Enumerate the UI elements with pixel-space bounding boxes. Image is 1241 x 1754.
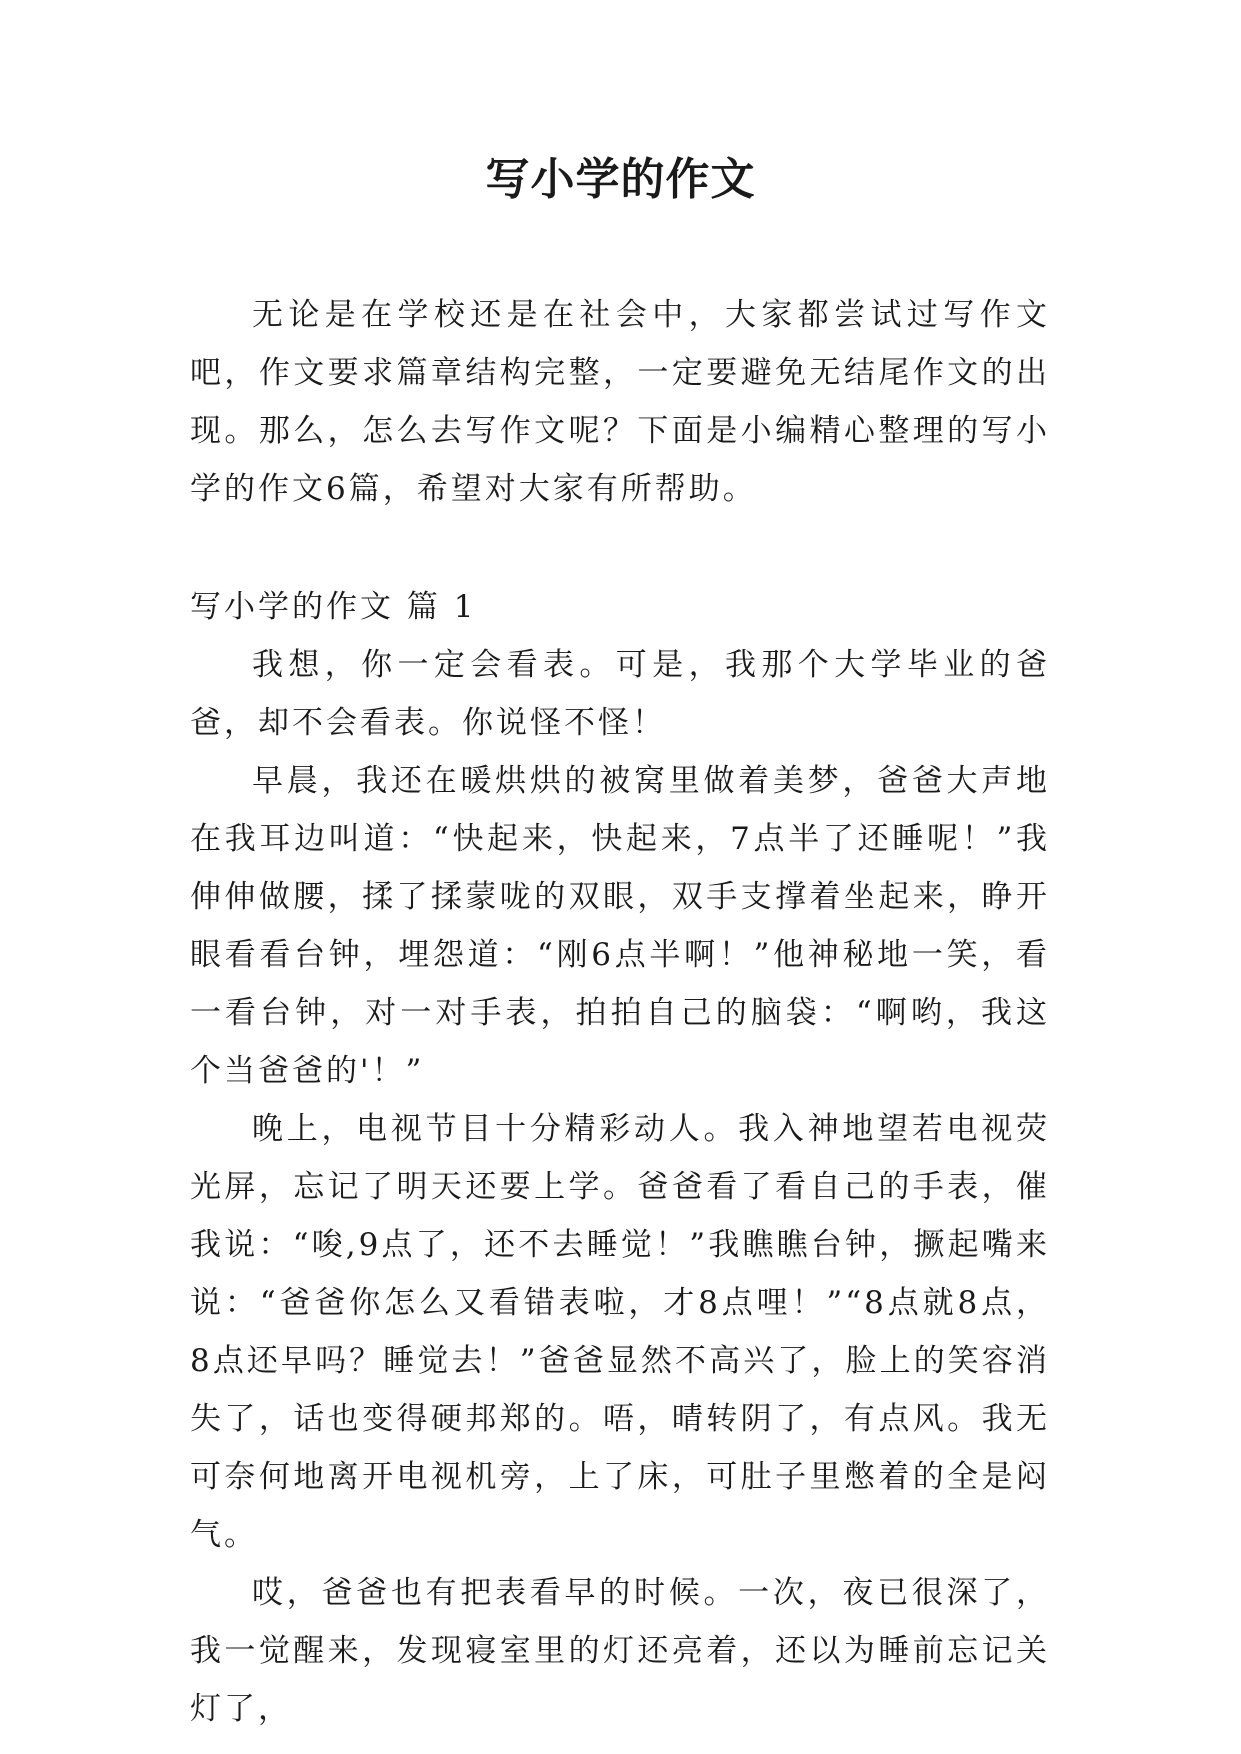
- intro-paragraph: 无论是在学校还是在社会中，大家都尝试过写作文吧，作文要求篇章结构完整，一定要避免无结尾作文的出现。那么，怎么去写作文呢？下面是小编精心整理的写小学的作文6篇，希望对大家有所帮助。: [190, 297, 1050, 507]
- body-paragraph: 早晨，我还在暖烘烘的被窝里做着美梦，爸爸大声地在我耳边叫道：“快起来，快起来，7点半了还睡呢！”我伸伸做腰，揉了揉蒙咙的双眼，双手支撑着坐起来，睁开眼看看台钟，埋怨道：“刚6点半啊！”他神秘地一笑，看一看台钟，对一对手表，拍拍自己的脑袋：“啊哟，我这个当爸爸的'！”: [190, 763, 1050, 1089]
- body-paragraph: 哎，爸爸也有把表看早的时候。一次，夜已很深了，我一觉醒来，发现寝室里的灯还亮着，还以为睡前忘记关灯了，: [190, 1575, 1050, 1727]
- section-heading: 写小学的作文 篇 1: [190, 589, 477, 625]
- document-body: [190, 286, 1050, 1738]
- document-title: 写小学的作文: [485, 154, 756, 205]
- body-paragraph: 晚上，电视节目十分精彩动人。我入神地望若电视荧光屏，忘记了明天还要上学。爸爸看了看自己的手表，催我说：“唆,9点了，还不去睡觉！”我瞧瞧台钟，撅起嘴来说：“爸爸你怎么又看错表啦，才8点哩！”“8点就8点，8点还早吗？睡觉去！”爸爸显然不高兴了，脸上的笑容消失了，话也变得硬邦郑的。唔，晴转阴了，有点风。我无可奈何地离开电视机旁，上了床，可肚子里憋着的全是闷气。: [190, 1111, 1050, 1553]
- body-paragraph: 我想，你一定会看表。可是，我那个大学毕业的爸爸，却不会看表。你说怪不怪！: [190, 647, 1050, 741]
